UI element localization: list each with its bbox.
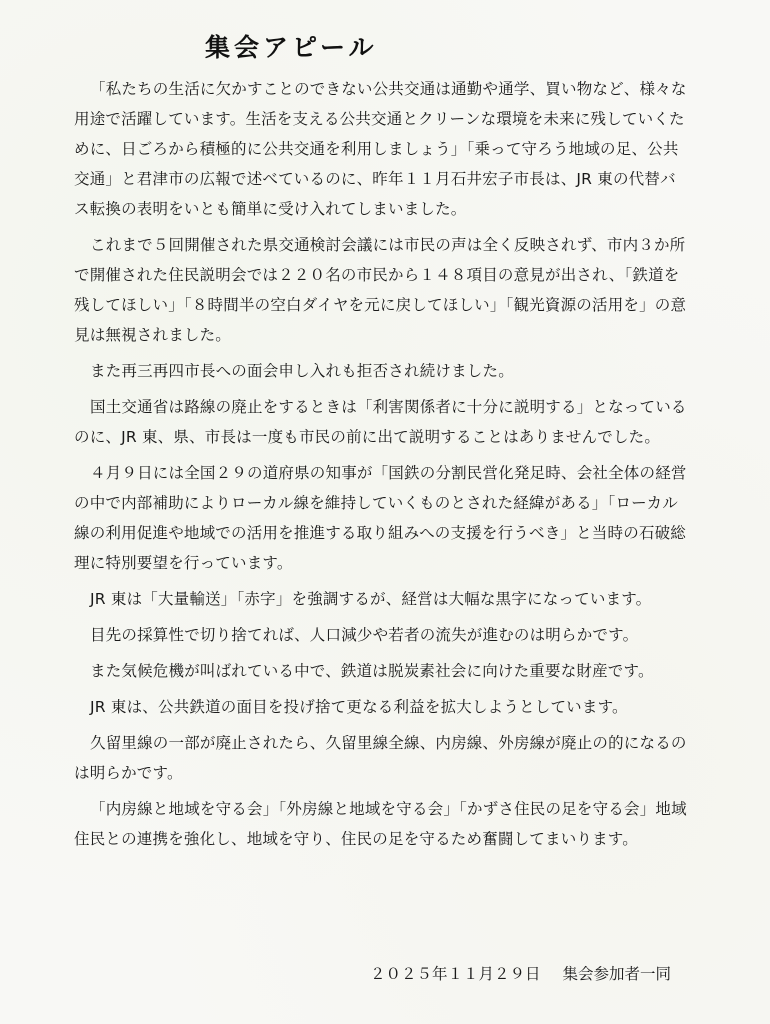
body-line: 交通」と君津市の広報で述べているのに、昨年１１月石井宏子市長は、JR 東の代替バ xyxy=(74,170,676,188)
body-line: これまで５回開催された県交通検討会議には市民の声は全く反映されず、市内３か所 xyxy=(90,236,686,254)
body-line: めに、日ごろから積極的に公共交通を利用しましょう」「乗って守ろう地域の足、公共 xyxy=(74,140,679,158)
body-line: 住民との連携を強化し、地域を守り、住民の足を守るため奮闘してまいります。 xyxy=(74,830,638,848)
body-line: 久留里線の一部が廃止されたら、久留里線全線、内房線、外房線が廃止の的になるの xyxy=(90,734,687,752)
body-line: ス転換の表明をいとも簡単に受け入れてしまいました。 xyxy=(74,200,467,218)
body-line: 「私たちの生活に欠かすことのできない公共交通は通勤や通学、買い物など、様々な xyxy=(90,80,687,98)
body-line: で開催された住民説明会では２２０名の市民から１４８項目の意見が出され、「鉄道を xyxy=(74,266,680,284)
body-line: 残してほしい」「８時間半の空白ダイヤを元に戻してほしい」「観光資源の活用を」の意 xyxy=(74,296,687,314)
body-line: 「内房線と地域を守る会」「外房線と地域を守る会」「かずさ住民の足を守る会」地域 xyxy=(90,800,687,818)
body-line: ４月９日には全国２９の道府県の知事が「国鉄の分割民営化発足時、会社全体の経営 xyxy=(90,464,687,482)
body-line: の中で内部補助によりローカル線を維持していくものとされた経緯がある」「ローカル xyxy=(74,494,678,512)
body-line: 線の利用促進や地域での活用を推進する取り組みへの支援を行うべき」と当時の石破総 xyxy=(74,524,686,542)
body-line: 国土交通省は路線の廃止をするときは「利害関係者に十分に説明する」となっている xyxy=(90,398,687,416)
body-line: また再三再四市長への面会申し入れも拒否され続けました。 xyxy=(90,362,514,380)
body-line: は明らかです。 xyxy=(74,764,183,782)
body-line: 理に特別要望を行っています。 xyxy=(74,554,293,572)
body-line: 目先の採算性で切り捨てれば、人口減少や若者の流失が進むのは明らかです。 xyxy=(90,626,639,644)
body-line: 用途で活躍しています。生活を支える公共交通とクリーンな環境を未来に残していくた xyxy=(74,110,685,128)
signature-date: ２０２５年１１月２９日 xyxy=(370,965,541,983)
appeal-body xyxy=(74,74,700,854)
document-title: 集会アピール xyxy=(205,33,378,62)
body-line: JR 東は「大量輸送」「赤字」を強調するが、経営は大幅な黒字になっています。 xyxy=(90,590,652,608)
body-line: JR 東は、公共鉄道の面目を投げ捨て更なる利益を拡大しようとしています。 xyxy=(90,698,628,716)
body-line: 見は無視されました。 xyxy=(74,326,232,344)
signature-block xyxy=(370,962,671,984)
body-line: また気候危機が叫ばれている中で、鉄道は脱炭素社会に向けた重要な財産です。 xyxy=(90,662,654,680)
signature-author: 集会参加者一同 xyxy=(562,965,672,983)
body-line: のに、JR 東、県、市長は一度も市民の前に出て説明することはありませんでした。 xyxy=(74,428,661,446)
